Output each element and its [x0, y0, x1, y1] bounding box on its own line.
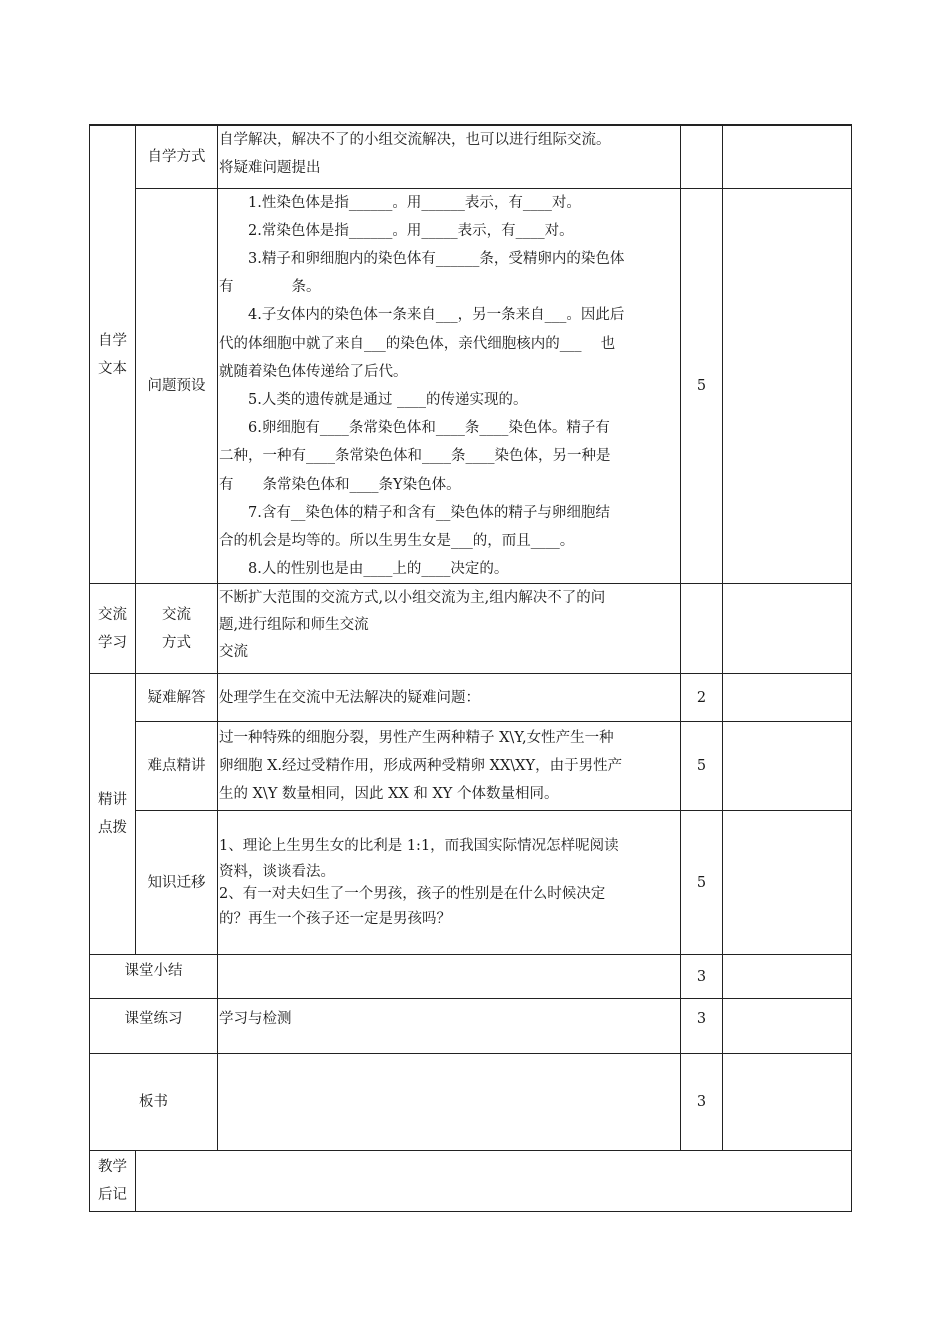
content-doubts: 处理学生在交流中无法解决的疑难问题：: [218, 674, 681, 722]
label-summary: 课堂小结: [90, 955, 218, 999]
content-transfer: 1、理论上生男生女的比利是 1:1，而我国实际情况怎样呢阅读 资料，谈谈看法。 2、有一对夫妇生了一个男孩，孩子的性别是在什么时候决定 的？再生一个孩子还一定是男孩吗？: [218, 811, 681, 955]
question-4: 4.子女体内的染色体一条来自___，另一条来自___。因此后: [248, 307, 625, 324]
question-6-cont-1: 二种，一种有____条常染色体和____条____染色体，另一种是: [219, 448, 611, 465]
minutes-practice: 3: [681, 999, 723, 1054]
minutes-exchange: [681, 584, 723, 674]
label-self-study-method: 自学方式: [136, 125, 218, 188]
question-3: 3.精子和卵细胞内的染色体有______条，受精卵内的染色体: [248, 250, 625, 267]
question-7-cont: 合的机会是均等的。所以生男生女是___的，而且____。: [219, 532, 575, 549]
content-difficulty: 过一种特殊的细胞分裂，男性产生两种精子 X\Y,女性产生一种 卵细胞 X.经过受精作用，形成两种受精卵 XX\XY，由于男性产 生的 X\Y 数量相同，因此 XX 和 XY 个体数量相同。: [218, 722, 681, 811]
minutes-difficulty: 5: [681, 722, 723, 811]
row-self-study-method: [90, 125, 852, 188]
question-6-cont-2: 有 条常染色体和____条Y染色体。: [219, 476, 461, 493]
question-4-cont-1: 代的体细胞中就了来自___的染色体，亲代细胞核内的___ 也: [219, 335, 616, 352]
minutes-problem-presets: 5: [681, 188, 723, 584]
row-doubts: [90, 674, 852, 722]
content-board: [218, 1054, 681, 1151]
row-board: [90, 1054, 852, 1151]
label-board: 板书: [90, 1054, 218, 1151]
label-doubts: 疑难解答: [136, 674, 218, 722]
notes-self-study-method: [723, 125, 852, 188]
label-difficulty: 难点精讲: [136, 722, 218, 811]
label-exchange-method: 交流 方式: [136, 584, 218, 674]
notes-summary: [723, 955, 852, 999]
row-problem-presets: [90, 188, 852, 584]
question-2: 2.常染色体是指______。用_____表示，有____对。: [248, 222, 574, 239]
question-8: 8.人的性别也是由____上的____决定的。: [248, 561, 509, 578]
label-problem-presets: 问题预设: [136, 188, 218, 584]
content-exchange-method: 不断扩大范围的交流方式,以小组交流为主,组内解决不了的问 题,进行组际和师生交流 交流: [218, 584, 681, 674]
row-practice: [90, 999, 852, 1054]
content-self-study-method: 自学解决，解决不了的小组交流解决，也可以进行组际交流。 将疑难问题提出: [218, 125, 681, 188]
notes-doubts: [723, 674, 852, 722]
label-teaching-notes: 教学 后记: [90, 1151, 136, 1212]
content-practice: 学习与检测: [218, 999, 681, 1054]
notes-problem-presets: [723, 188, 852, 584]
notes-board: [723, 1054, 852, 1151]
label-transfer: 知识迁移: [136, 811, 218, 955]
question-1: 1.性染色体是指______。用______表示，有____对。: [248, 194, 581, 211]
minutes-board: 3: [681, 1054, 723, 1151]
question-6: 6.卵细胞有____条常染色体和____条____染色体。精子有: [248, 420, 610, 437]
notes-transfer: [723, 811, 852, 955]
content-teaching-notes: [136, 1151, 852, 1212]
row-teaching-notes: [90, 1151, 852, 1212]
label-practice: 课堂练习: [90, 999, 218, 1054]
notes-difficulty: [723, 722, 852, 811]
minutes-transfer: 5: [681, 811, 723, 955]
minutes-summary: 3: [681, 955, 723, 999]
group-label-lecture: 精讲 点拨: [90, 674, 136, 955]
minutes-doubts: 2: [681, 674, 723, 722]
content-problem-presets: [218, 188, 681, 584]
question-4-cont-2: 就随着染色体传递给了后代。: [219, 363, 408, 380]
row-difficulty: [90, 722, 852, 811]
question-3-cont: 有 条。: [219, 279, 321, 296]
group-label-exchange: 交流 学习: [90, 584, 136, 674]
row-summary: [90, 955, 852, 999]
notes-exchange: [723, 584, 852, 674]
group-label-self-study: 自学 文本: [90, 125, 136, 584]
content-summary: [218, 955, 681, 999]
lesson-plan-table: [89, 124, 852, 1212]
notes-practice: [723, 999, 852, 1054]
question-7: 7.含有__染色体的精子和含有__染色体的精子与卵细胞结: [248, 504, 610, 521]
minutes-self-study-method: [681, 125, 723, 188]
row-transfer: [90, 811, 852, 955]
question-5: 5.人类的遗传就是通过 ____的传递实现的。: [248, 391, 528, 408]
row-exchange: [90, 584, 852, 674]
